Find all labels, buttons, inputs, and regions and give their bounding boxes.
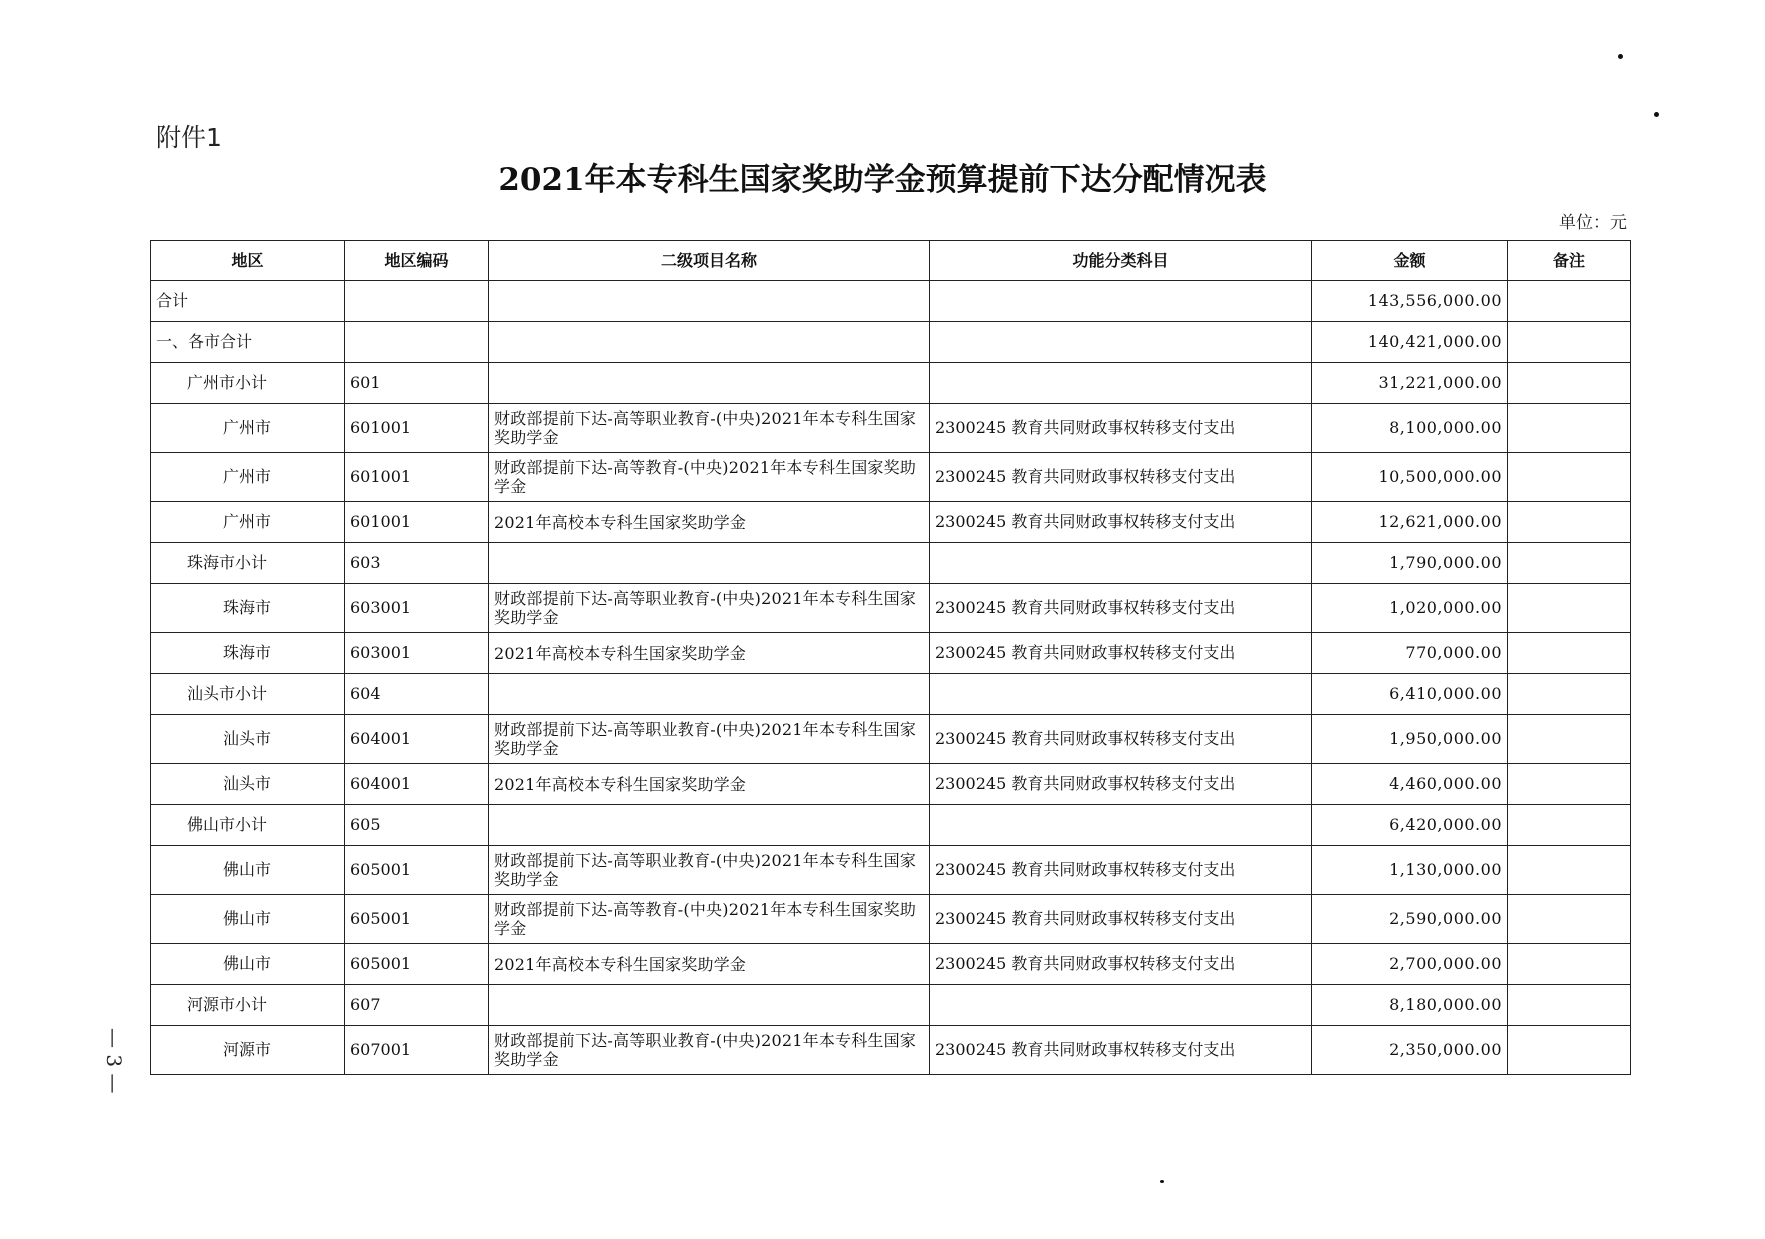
column-header-region: 地区 — [151, 241, 345, 281]
cell-region: 广州市 — [151, 502, 345, 543]
table-row — [151, 895, 1631, 944]
column-header-note: 备注 — [1508, 241, 1631, 281]
cell-project: 2021年高校本专科生国家奖助学金 — [489, 764, 930, 805]
cell-project — [489, 322, 930, 363]
cell-amount: 10,500,000.00 — [1312, 453, 1508, 502]
cell-region: 一、各市合计 — [151, 322, 345, 363]
cell-amount: 2,590,000.00 — [1312, 895, 1508, 944]
cell-amount: 4,460,000.00 — [1312, 764, 1508, 805]
cell-subject: 2300245 教育共同财政事权转移支付支出 — [930, 944, 1312, 985]
cell-code: 604001 — [345, 715, 489, 764]
cell-project: 财政部提前下达-高等职业教育-(中央)2021年本专科生国家奖助学金 — [489, 715, 930, 764]
cell-region: 广州市 — [151, 453, 345, 502]
cell-amount: 8,100,000.00 — [1312, 404, 1508, 453]
cell-amount: 6,410,000.00 — [1312, 674, 1508, 715]
table-header-row — [151, 241, 1631, 281]
cell-note — [1508, 944, 1631, 985]
table-body — [151, 281, 1631, 1075]
cell-subject: 2300245 教育共同财政事权转移支付支出 — [930, 764, 1312, 805]
cell-region: 汕头市 — [151, 715, 345, 764]
cell-amount: 2,350,000.00 — [1312, 1026, 1508, 1075]
cell-subject — [930, 363, 1312, 404]
scan-speck — [1618, 54, 1623, 59]
table-row — [151, 584, 1631, 633]
cell-region: 珠海市 — [151, 584, 345, 633]
table-row — [151, 633, 1631, 674]
table-row — [151, 715, 1631, 764]
cell-amount: 143,556,000.00 — [1312, 281, 1508, 322]
table-row — [151, 281, 1631, 322]
cell-subject — [930, 543, 1312, 584]
cell-project — [489, 805, 930, 846]
cell-region: 佛山市 — [151, 895, 345, 944]
cell-project — [489, 363, 930, 404]
cell-code: 607 — [345, 985, 489, 1026]
cell-project: 财政部提前下达-高等职业教育-(中央)2021年本专科生国家奖助学金 — [489, 584, 930, 633]
unit-label: 单位：元 — [1559, 213, 1627, 233]
page-title: 2021年本专科生国家奖助学金预算提前下达分配情况表 — [498, 162, 1267, 198]
cell-amount: 6,420,000.00 — [1312, 805, 1508, 846]
cell-subject — [930, 985, 1312, 1026]
cell-project: 财政部提前下达-高等职业教育-(中央)2021年本专科生国家奖助学金 — [489, 846, 930, 895]
cell-amount: 1,020,000.00 — [1312, 584, 1508, 633]
cell-project: 2021年高校本专科生国家奖助学金 — [489, 944, 930, 985]
cell-region: 汕头市 — [151, 764, 345, 805]
cell-note — [1508, 715, 1631, 764]
cell-note — [1508, 805, 1631, 846]
cell-project: 2021年高校本专科生国家奖助学金 — [489, 502, 930, 543]
cell-code: 604001 — [345, 764, 489, 805]
cell-subject — [930, 322, 1312, 363]
cell-subject: 2300245 教育共同财政事权转移支付支出 — [930, 633, 1312, 674]
cell-note — [1508, 985, 1631, 1026]
cell-subject: 2300245 教育共同财政事权转移支付支出 — [930, 453, 1312, 502]
cell-amount: 140,421,000.00 — [1312, 322, 1508, 363]
cell-amount: 1,950,000.00 — [1312, 715, 1508, 764]
cell-subject — [930, 805, 1312, 846]
table-row — [151, 404, 1631, 453]
table-row — [151, 543, 1631, 584]
column-header-amount: 金额 — [1312, 241, 1508, 281]
page-number-text: — 3 — — [102, 1028, 126, 1094]
cell-subject: 2300245 教育共同财政事权转移支付支出 — [930, 895, 1312, 944]
cell-code: 601001 — [345, 404, 489, 453]
cell-subject: 2300245 教育共同财政事权转移支付支出 — [930, 1026, 1312, 1075]
column-header-code: 地区编码 — [345, 241, 489, 281]
cell-code: 605 — [345, 805, 489, 846]
table-row — [151, 502, 1631, 543]
cell-subject: 2300245 教育共同财政事权转移支付支出 — [930, 502, 1312, 543]
cell-code — [345, 281, 489, 322]
cell-amount: 770,000.00 — [1312, 633, 1508, 674]
cell-project — [489, 674, 930, 715]
cell-code: 603001 — [345, 633, 489, 674]
cell-project: 财政部提前下达-高等教育-(中央)2021年本专科生国家奖助学金 — [489, 453, 930, 502]
cell-region: 广州市 — [151, 404, 345, 453]
attachment-label: 附件1 — [156, 123, 222, 152]
cell-code: 603 — [345, 543, 489, 584]
cell-code: 607001 — [345, 1026, 489, 1075]
cell-note — [1508, 674, 1631, 715]
cell-code: 605001 — [345, 846, 489, 895]
table-row — [151, 1026, 1631, 1075]
cell-note — [1508, 895, 1631, 944]
table-row — [151, 322, 1631, 363]
cell-subject: 2300245 教育共同财政事权转移支付支出 — [930, 715, 1312, 764]
cell-note — [1508, 584, 1631, 633]
cell-subject — [930, 281, 1312, 322]
table-row — [151, 805, 1631, 846]
table-row — [151, 764, 1631, 805]
cell-note — [1508, 281, 1631, 322]
cell-amount: 2,700,000.00 — [1312, 944, 1508, 985]
cell-project — [489, 985, 930, 1026]
cell-region: 佛山市 — [151, 944, 345, 985]
scan-speck — [1160, 1180, 1164, 1183]
cell-subject: 2300245 教育共同财政事权转移支付支出 — [930, 846, 1312, 895]
cell-region: 合计 — [151, 281, 345, 322]
cell-code — [345, 322, 489, 363]
cell-code: 605001 — [345, 944, 489, 985]
cell-region: 珠海市小计 — [151, 543, 345, 584]
cell-amount: 1,130,000.00 — [1312, 846, 1508, 895]
column-header-subject: 功能分类科目 — [930, 241, 1312, 281]
cell-project — [489, 543, 930, 584]
cell-note — [1508, 764, 1631, 805]
cell-subject: 2300245 教育共同财政事权转移支付支出 — [930, 584, 1312, 633]
cell-subject — [930, 674, 1312, 715]
table-row — [151, 846, 1631, 895]
cell-code: 601001 — [345, 453, 489, 502]
column-header-project: 二级项目名称 — [489, 241, 930, 281]
table-row — [151, 944, 1631, 985]
cell-code: 601 — [345, 363, 489, 404]
cell-amount: 1,790,000.00 — [1312, 543, 1508, 584]
cell-note — [1508, 453, 1631, 502]
cell-subject: 2300245 教育共同财政事权转移支付支出 — [930, 404, 1312, 453]
cell-code: 601001 — [345, 502, 489, 543]
cell-amount: 31,221,000.00 — [1312, 363, 1508, 404]
cell-note — [1508, 846, 1631, 895]
cell-region: 佛山市小计 — [151, 805, 345, 846]
cell-note — [1508, 1026, 1631, 1075]
cell-note — [1508, 633, 1631, 674]
table-row — [151, 453, 1631, 502]
cell-project — [489, 281, 930, 322]
cell-amount: 8,180,000.00 — [1312, 985, 1508, 1026]
cell-code: 604 — [345, 674, 489, 715]
table-row — [151, 363, 1631, 404]
cell-amount: 12,621,000.00 — [1312, 502, 1508, 543]
cell-project: 财政部提前下达-高等教育-(中央)2021年本专科生国家奖助学金 — [489, 895, 930, 944]
cell-note — [1508, 404, 1631, 453]
cell-region: 河源市小计 — [151, 985, 345, 1026]
cell-code: 605001 — [345, 895, 489, 944]
cell-region: 珠海市 — [151, 633, 345, 674]
cell-region: 广州市小计 — [151, 363, 345, 404]
table-row — [151, 985, 1631, 1026]
allocation-table — [150, 240, 1631, 1075]
cell-region: 佛山市 — [151, 846, 345, 895]
cell-project: 财政部提前下达-高等职业教育-(中央)2021年本专科生国家奖助学金 — [489, 404, 930, 453]
cell-note — [1508, 502, 1631, 543]
cell-project: 2021年高校本专科生国家奖助学金 — [489, 633, 930, 674]
cell-note — [1508, 322, 1631, 363]
cell-region: 河源市 — [151, 1026, 345, 1075]
cell-note — [1508, 363, 1631, 404]
cell-region: 汕头市小计 — [151, 674, 345, 715]
cell-code: 603001 — [345, 584, 489, 633]
cell-note — [1508, 543, 1631, 584]
page-number — [100, 1028, 126, 1100]
table-row — [151, 674, 1631, 715]
scan-speck — [1654, 112, 1659, 117]
cell-project: 财政部提前下达-高等职业教育-(中央)2021年本专科生国家奖助学金 — [489, 1026, 930, 1075]
